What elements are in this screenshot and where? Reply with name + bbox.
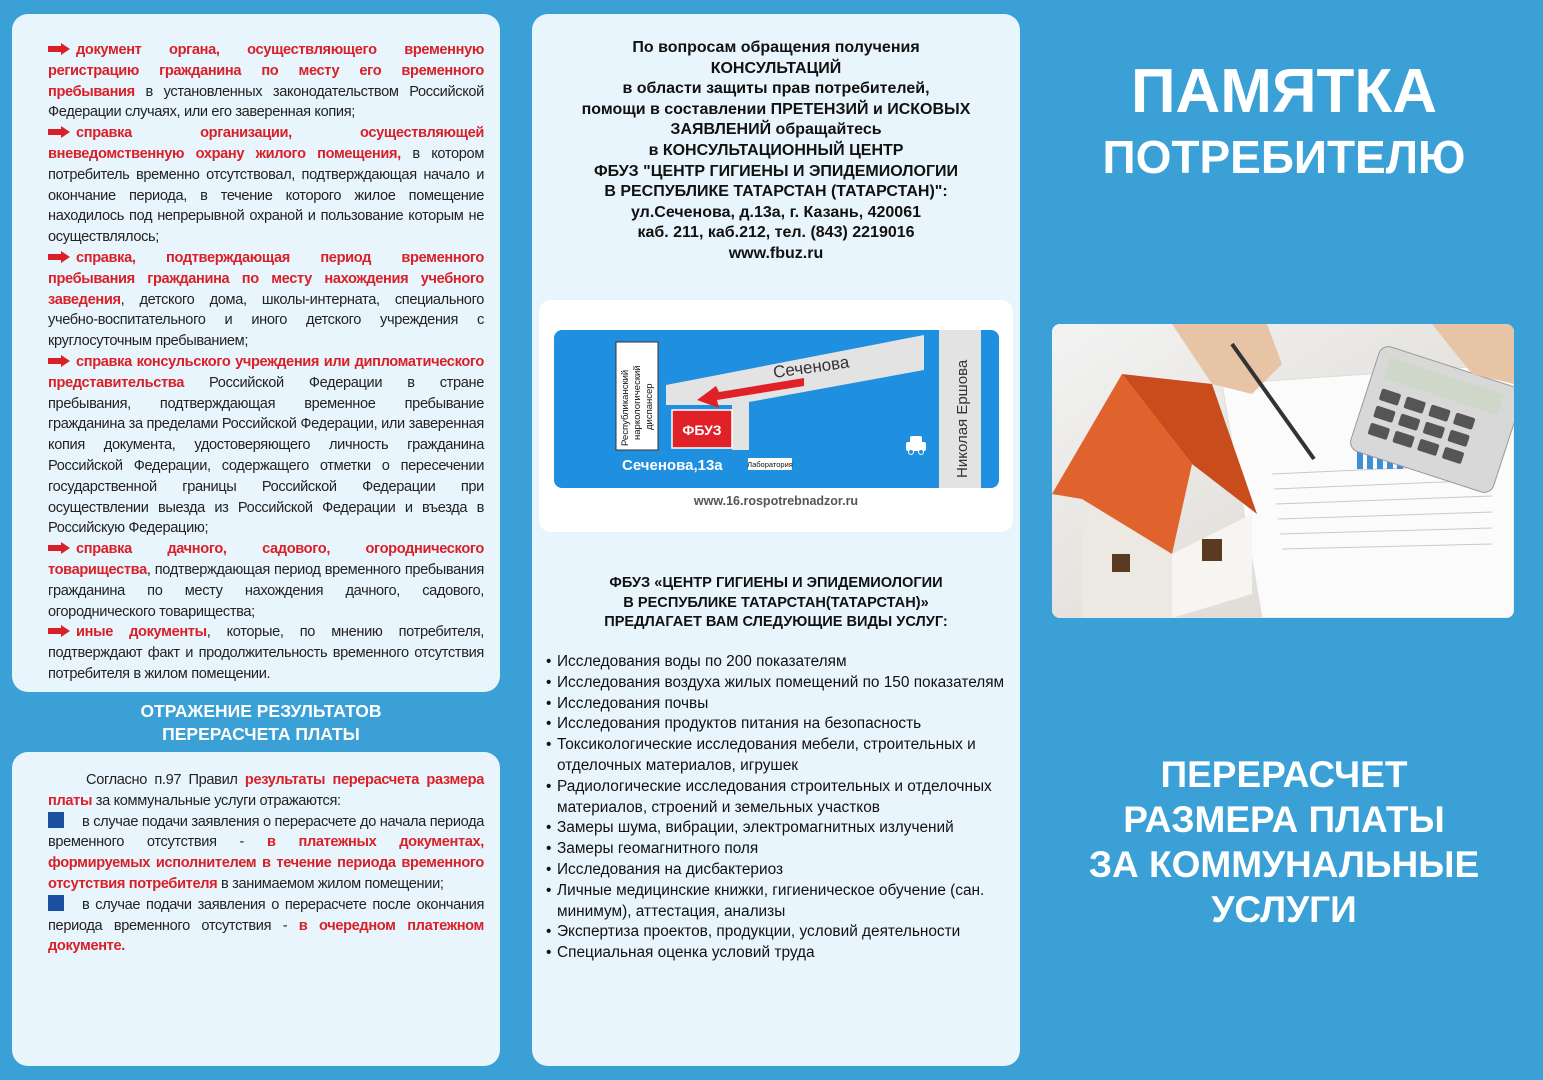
recalculation-results-panel <box>12 752 500 1066</box>
red-arrow-icon <box>48 43 70 55</box>
list-item: • Замеры геомагнитного поля <box>546 839 1016 860</box>
red-arrow-icon <box>48 542 70 554</box>
lab-label: Лаборатория <box>747 460 793 469</box>
house-photo-image <box>1052 324 1514 618</box>
recalculation-results-heading: ОТРАЖЕНИЕ РЕЗУЛЬТАТОВ ПЕРЕРАСЧЕТА ПЛАТЫ <box>140 701 382 744</box>
address-label: Сеченова,13а <box>622 457 723 474</box>
consultation-contacts: По вопросам обращения получения КОНСУЛЬТАЦИЙ в области защиты прав потребителей, помощи в составлении ПРЕТЕНЗИЙ и ИСКОВЫХ ЗАЯВЛЕНИЙ обращайтесь в КОНСУЛЬТАЦИОННЫЙ ЦЕНТР ФБУЗ "ЦЕНТР ГИГИЕНЫ И ЭПИДЕМИОЛОГИИ В РЕСПУБЛИКЕ ТАТАРСТАН (ТАТАРСТАН)": ул.Сеченова, д.13а, г. Казань, 420061 каб. 211, каб.212, тел. (843) 2219016 www.fbuz.ru <box>532 38 1020 265</box>
svg-text:диспансер: диспансер <box>644 383 655 430</box>
services-list <box>546 652 1016 964</box>
page-title: ПАМЯТКА ПОТРЕБИТЕЛЮ <box>1102 57 1466 183</box>
list-item: • Замеры шума, вибрации, электромагнитных излучений <box>546 818 1016 839</box>
results-intro: Согласно п.97 Правил результаты перерасчета размера платы за коммунальные услуги отражаются: <box>48 772 484 809</box>
document-item: справка организации, осуществляющей вневедомственную охрану жилого помещения, в котором потребитель временно отсутствовал, подтверждающая начало и окончание периода, в течение которого жилое помещение находилось под непрерывной охраной и пользование которым не осуществлялось; <box>48 125 485 246</box>
list-item: • Токсикологические исследования мебели, строительных и отделочных материалов, игрушек <box>546 735 1016 777</box>
list-item: • Исследования почвы <box>546 694 1016 715</box>
list-item: • Личные медицинские книжки, гигиеническое обучение (сан. минимум), аттестация, анализы <box>546 881 1016 923</box>
consultation-panel <box>532 14 1020 1066</box>
document-item: справка дачного, садового, огороднического товарищества, подтверждающая период временного пребывания гражданина по месту нахождения дачного, садового, огороднического товарищества; <box>48 541 484 620</box>
blue-square-bullet-icon <box>48 895 64 911</box>
results-case-after: в случае подачи заявления о перерасчете после окончания периода временного отсутствия - в очередном платежном документе. <box>48 896 484 955</box>
street-sechenova-label: Сеченова <box>771 352 851 382</box>
red-arrow-icon <box>48 251 70 263</box>
red-arrow-icon <box>48 355 70 367</box>
map-image <box>554 330 999 488</box>
blue-square-bullet-icon <box>48 812 64 828</box>
required-documents-panel <box>12 14 500 692</box>
services-title: ФБУЗ «ЦЕНТР ГИГИЕНЫ И ЭПИДЕМИОЛОГИИ В РЕСПУБЛИКЕ ТАТАРСТАН(ТАТАРСТАН)» ПРЕДЛАГАЕТ ВАМ СЛЕДУЮЩИЕ ВИДЫ УСЛУГ: <box>604 575 948 631</box>
document-item: иные документы, которые, по мнению потребителя, подтверждают факт и продолжительность временного отсутствия потребителя в жилом помещении. <box>48 624 485 682</box>
svg-text:наркологический: наркологический <box>632 365 643 440</box>
list-item: • Исследования на дисбактериоз <box>546 860 1016 881</box>
list-item: • Исследования воздуха жилых помещений по 150 показателям <box>546 673 1016 694</box>
documents-list <box>48 40 484 685</box>
results-case-before: в случае подачи заявления о перерасчете до начала периода временного отсутствия - в платежных документах, формируемых исполнителем в течение периода временного отсутствия потребителя в занимаемом жилом помещении; <box>48 813 484 892</box>
street-ershova-label: Николая Ершова <box>954 359 971 478</box>
list-item: • Экспертиза проектов, продукции, условий деятельности <box>546 922 1016 943</box>
website-link[interactable]: www.fbuz.ru <box>728 244 824 262</box>
list-item: • Радиологические исследования строительных и отделочных материалов, строений и земельных участков <box>546 777 1016 819</box>
list-item: • Исследования воды по 200 показателям <box>546 652 1016 673</box>
list-item: • Исследования продуктов питания на безопасность <box>546 714 1016 735</box>
document-item: справка консульского учреждения или дипломатического представительства Российской Федерации в стране пребывания, подтверждающая временное пребывание гражданина за пределами Российской Федерации, или заверенная копия документа, удостоверяющего личность гражданина Российской Федерации, содержащего отметки о пересечении государственной границы Российской Федерации при осуществлении выезда из Российской Федерации и въезда в Российскую Федерацию; <box>48 353 484 537</box>
document-item: справка, подтверждающая период временного пребывания гражданина по месту нахождения учебного заведения, детского дома, школы-интерната, специального учебно-воспитательного и иного детского учреждения с круглосуточным пребыванием; <box>48 249 484 350</box>
brochure-subtitle: ПЕРЕРАСЧЕТ РАЗМЕРА ПЛАТЫ ЗА КОММУНАЛЬНЫЕ УСЛУГИ <box>1088 754 1480 930</box>
document-item: документ органа, осуществляющего временную регистрацию гражданина по месту его временного пребывания в установленных законодательством Российской Федерации случаях, или его заверенная копия; <box>48 42 484 121</box>
dispensary-label: Республиканский <box>620 369 631 446</box>
red-arrow-icon <box>48 625 70 637</box>
house-calculator-photo <box>1052 324 1514 618</box>
fbuz-label: ФБУЗ <box>682 422 722 438</box>
map-url-link[interactable]: www.16.rospotrebnadzor.ru <box>693 494 859 508</box>
red-arrow-icon <box>48 126 70 138</box>
list-item: • Специальная оценка условий труда <box>546 943 1016 964</box>
